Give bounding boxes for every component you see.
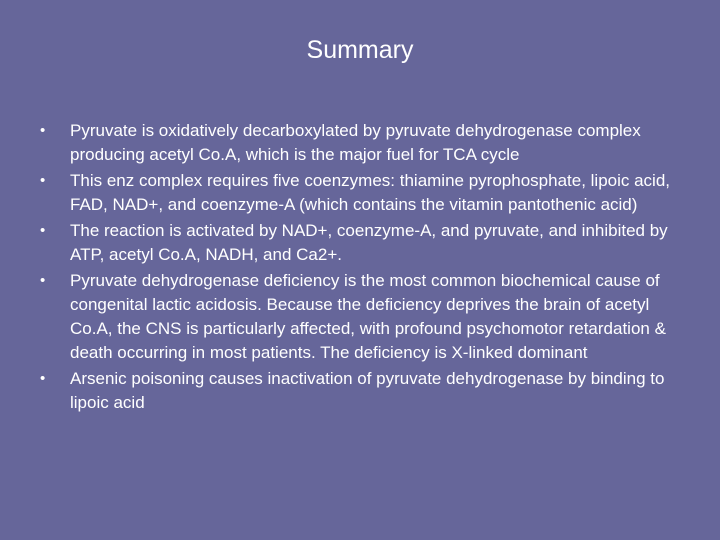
bullet-list xyxy=(36,119,696,417)
bullet-dot-icon: • xyxy=(40,272,46,289)
bullet-dot-icon: • xyxy=(40,122,46,139)
bullet-dot-icon: • xyxy=(40,222,46,239)
bullet-item xyxy=(36,219,696,267)
bullet-dot-icon: • xyxy=(40,172,46,189)
bullet-text: Pyruvate dehydrogenase deficiency is the most common biochemical cause of congenital lactic acidosis. Because the deficiency deprives the brain of acetyl Co.A, the CNS is particularly affected, with profound psychomotor retardation & death occurring in most patients. The deficiency is X-linked dominant xyxy=(70,271,666,362)
bullet-text: This enz complex requires five coenzymes: thiamine pyrophosphate, lipoic acid, FAD, NAD+, and coenzyme-A (which contains the vitamin pantothenic acid) xyxy=(70,171,671,214)
bullet-text: Arsenic poisoning causes inactivation of pyruvate dehydrogenase by binding to lipoic acid xyxy=(70,369,665,412)
bullet-item xyxy=(36,119,696,167)
bullet-item xyxy=(36,169,696,217)
bullet-item xyxy=(36,367,696,415)
bullet-text: Pyruvate is oxidatively decarboxylated by pyruvate dehydrogenase complex producing acetyl Co.A, which is the major fuel for TCA cycle xyxy=(70,121,641,164)
slide-title: Summary xyxy=(306,36,414,64)
bullet-text: The reaction is activated by NAD+, coenzyme-A, and pyruvate, and inhibited by ATP, acetyl Co.A, NADH, and Ca2+. xyxy=(70,221,668,264)
bullet-item xyxy=(36,269,696,365)
bullet-dot-icon: • xyxy=(40,370,46,387)
